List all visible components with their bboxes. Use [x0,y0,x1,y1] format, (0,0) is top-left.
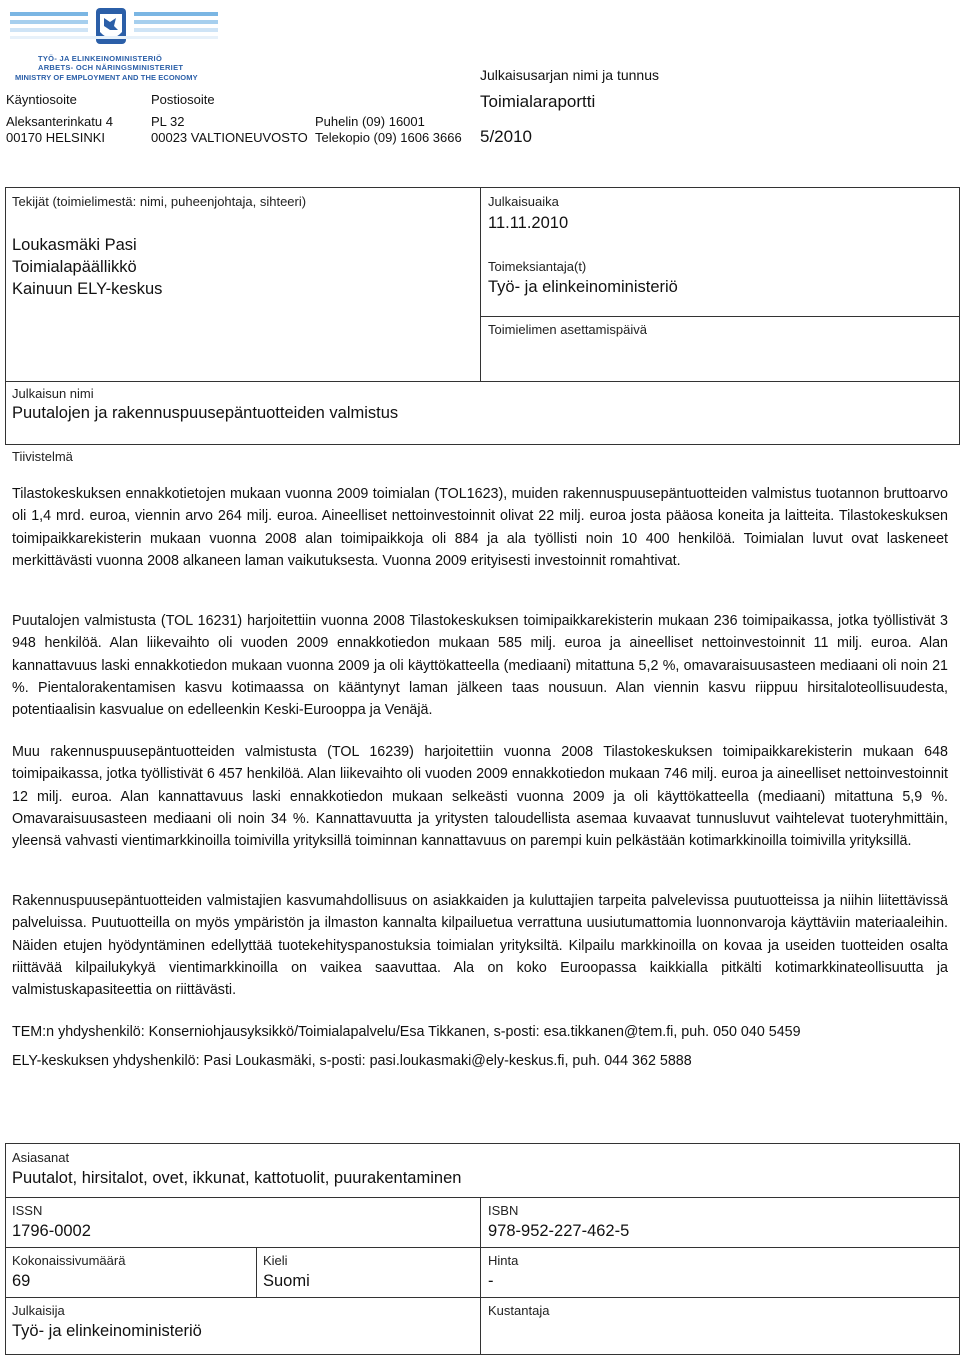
ely-contact: ELY-keskuksen yhdyshenkilö: Pasi Loukasmäki, s-posti: pasi.loukasmaki@ely-keskus.fi, puh. 044 362 5888 [12,1053,692,1069]
abstract-paragraph: Puutalojen valmistusta (TOL 16231) harjoitettiin vuonna 2008 Tilastokeskuksen toimipaikkarekisterin mukaan 236 toimipaikassa, jotka työllistivät 3 948 henkilöä. Alan liikevaihto oli vuoden 2009 ennakkotiedon mukaan 585 milj. euroa ja aineelliset nettoinvestoinnit 11 milj. euroa. Alan kannattavuus laski ennakkotiedon mukaan vuonna 2009 ja oli käyttökatteella (mediaani) mitattuna 5,2 %, omavaraisuusasteen mediaani oli noin 21 %. Pientalorakentamisen kasvu kotimaassa on kääntynyt laman jälkeen taas nousuun. Alan viennin kasvu riippuu hirsitaloteollisuudesta, potentiaalisin kasvualue on edelleenkin Keski-Eurooppa ja Venäjä. [12,613,948,719]
commissioner-value: Työ- ja elinkeinoministeriö [488,278,678,296]
postal-address-label: Postiosoite [151,92,215,107]
abstract-paragraph: Rakennuspuusepäntuotteiden valmistajien kasvumahdollisuus on asiakkaiden ja kuluttajien tarpeita palvelevissa puutuotteissa ja niihin liitettävissä palveluissa. Puutuotteilla on myös ympäristön ja ilmaston kannalta kilpailuetua verrattuna uusiutumattomia luonnonvaroja käyttäviin materiaaleihin. Näiden etujen hyödyntäminen edellyttää tuotekehityspanostuksia toimialan yrityksiltä. Kilpailu markkinoilla on kovaa ja useiden tuotteiden osalta riittävää kilpailukykyä vientimarkkinoilla on vaikea saavuttaa. Ala on koko Euroopassa kaikkialla pitkälti kotimarkkinateollisuutta ja valmistuskapasiteettia on riittävästi. [12,893,948,999]
series-name: Toimialaraportti [480,92,596,111]
publication-date-label: Julkaisuaika [488,194,559,209]
postal-address-line2: 00023 VALTIONEUVOSTO [151,130,308,145]
language-label: Kieli [263,1253,288,1268]
series-number: 5/2010 [480,127,532,146]
issn-value: 1796-0002 [12,1222,91,1240]
isbn-label: ISBN [488,1203,519,1218]
abstract-paragraph: Muu rakennuspuusepäntuotteiden valmistusta (TOL 16239) harjoitettiin vuonna 2008 Tilastokeskuksen toimipaikkarekisterin mukaan 648 toimipaikassa, jotka työllistivät 6 457 henkilöä. Alan liikevaihto oli vuoden 2009 ennakkotiedon mukaan 746 milj. euroa ja aineelliset nettoinvestoinnit 12 milj. euroa. Alan kannattavuus laski ennakkotiedon mukaan selkeästi vuonna 2009 ja oli käyttökatteella (mediaani) mitattuna 5,9 %. Omavaraisuusasteen mediaani oli noin 34 %. Kannattavuutta ja yritysten taloudellista asemaa kuvaavat tunnusluvut vaihtelevat tuoteryhmittäin, yleensä vahvasti vientimarkkinoilla toimivilla yrityksillä toiminnan kannattavuus on parempi kuin pelkästään kotimarkkinoilla toimivilla yrityksillä. [12,744,948,850]
phone-number: Puhelin (09) 16001 [315,114,425,129]
publication-title: Puutalojen ja rakennuspuusepäntuotteiden valmistus [12,404,399,422]
isbn-value: 978-952-227-462-5 [488,1222,630,1240]
author-org: Kainuun ELY-keskus [12,280,163,298]
keywords-value: Puutalot, hirsitalot, ovet, ikkunat, kattotuolit, puurakentaminen [12,1169,462,1187]
distributor-label: Kustantaja [488,1303,550,1318]
tem-contact: TEM:n yhdyshenkilö: Konserniohjausyksikkö/Toimialapalvelu/Esa Tikkanen, s-posti: esa.tikkanen@tem.fi, puh. 050 040 5459 [12,1024,801,1040]
page-count-label: Kokonaissivumäärä [12,1253,126,1268]
abstract-paragraph: Tilastokeskuksen ennakkotietojen mukaan vuonna 2009 toimialan (TOL1623), muiden rakennuspuusepäntuotteiden valmistus tuotannon bruttoarvo oli 1,4 mrd. euroa, viennin arvo 264 milj. euroa. Aineelliset nettoinvestoinnit olivat 22 milj. euroa josta pääosa koneita ja laitteita. Tilastokeskuksen toimipaikkarekisterin mukaan vuonna 2008 alan toimipaikkoja oli 884 ja ala työllisti noin 10 400 henkilöä. Toimialan luvut ovat laskeneet merkittävästi vuonna 2008 alkaneen laman vaikutuksesta. Vuonna 2009 erityisesti investoinnit romahtivat. [12,486,948,569]
issn-label: ISSN [12,1203,43,1218]
keywords-label: Asiasanat [12,1150,70,1165]
logo-line-1: TYÖ- JA ELINKEINOMINISTERIÖ [38,54,163,63]
visiting-address-label: Käyntiosoite [6,92,77,107]
postal-address-line1: PL 32 [151,114,185,129]
visiting-address-line2: 00170 HELSINKI [6,130,106,145]
publisher-label: Julkaisija [12,1303,65,1318]
body-date-label: Toimielimen asettamispäivä [488,322,647,337]
logo-line-2: ARBETS- OCH NÄRINGSMINISTERIET [38,63,184,72]
language-value: Suomi [263,1272,310,1290]
series-label: Julkaisusarjan nimi ja tunnus [480,67,659,83]
price-label: Hinta [488,1253,519,1268]
visiting-address-line1: Aleksanterinkatu 4 [6,114,113,129]
page-count-value: 69 [12,1272,31,1290]
authors-label: Tekijät (toimielimestä: nimi, puheenjohtaja, sihteeri) [12,194,307,209]
logo-line-3: MINISTRY OF EMPLOYMENT AND THE ECONOMY [15,73,198,82]
fax-number: Telekopio (09) 1606 3666 [315,130,462,145]
price-value: - [488,1272,494,1290]
commissioner-label: Toimeksiantaja(t) [488,259,587,274]
publication-title-label: Julkaisun nimi [12,386,94,401]
author-title: Toimialapäällikkö [12,258,137,276]
author-name: Loukasmäki Pasi [12,236,137,254]
publication-date-value: 11.11.2010 [488,214,569,232]
abstract-label: Tiivistelmä [12,449,73,464]
publisher-value: Työ- ja elinkeinoministeriö [12,1322,202,1340]
